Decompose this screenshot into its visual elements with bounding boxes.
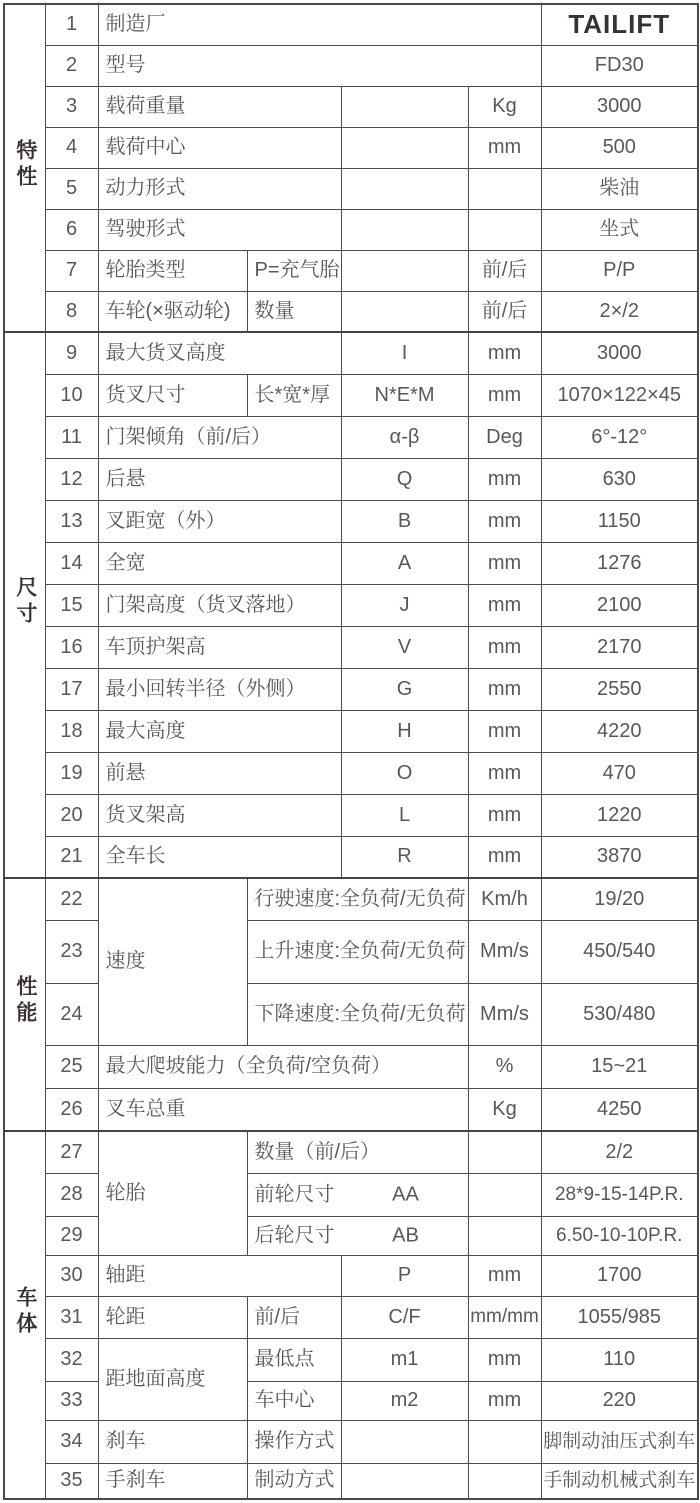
spec-row <box>4 710 698 752</box>
param-sub-label: 长*宽*厚 <box>247 374 341 416</box>
empty-cell <box>468 1216 541 1255</box>
param-sub-label: 车中心 <box>247 1381 341 1420</box>
row-number: 7 <box>45 250 98 291</box>
row-number: 33 <box>45 1381 98 1420</box>
spec-row <box>4 1131 698 1173</box>
param-label: 型号 <box>98 45 541 86</box>
param-label: 轮距 <box>98 1296 247 1338</box>
param-label: 刹车 <box>98 1420 247 1463</box>
category-label: 特性 <box>13 138 37 191</box>
param-label: 门架高度（货叉落地） <box>98 584 341 626</box>
empty-cell <box>341 1420 468 1463</box>
spec-row <box>4 4 698 45</box>
row-number: 3 <box>45 86 98 127</box>
spec-row <box>4 1420 698 1463</box>
param-symbol: Q <box>341 458 468 500</box>
spec-row <box>4 1088 698 1131</box>
param-sub-label: P=充气胎 <box>247 250 341 291</box>
row-number: 14 <box>45 542 98 584</box>
param-label: 最小回转半径（外侧） <box>98 668 341 710</box>
value: 1276 <box>541 542 698 584</box>
unit: Mm/s <box>468 983 541 1045</box>
param-sub-label: 下降速度:全负荷/无负荷 <box>247 983 468 1045</box>
empty-cell <box>341 1463 468 1499</box>
param-label: 轮胎类型 <box>98 250 247 291</box>
param-symbol: H <box>341 710 468 752</box>
empty-cell <box>468 1131 541 1173</box>
param-label: 叉车总重 <box>98 1088 468 1131</box>
value: 1055/985 <box>541 1296 698 1338</box>
row-number: 29 <box>45 1216 98 1255</box>
unit: mm <box>468 500 541 542</box>
value: 470 <box>541 752 698 794</box>
value: 2×/2 <box>541 291 698 332</box>
value: 15~21 <box>541 1045 698 1088</box>
param-label: 货叉架高 <box>98 794 341 836</box>
row-number: 35 <box>45 1463 98 1499</box>
param-label: 轴距 <box>98 1255 341 1296</box>
row-number: 12 <box>45 458 98 500</box>
row-number: 31 <box>45 1296 98 1338</box>
param-label: 全宽 <box>98 542 341 584</box>
spec-row <box>4 1255 698 1296</box>
unit: Km/h <box>468 878 541 920</box>
spec-row <box>4 626 698 668</box>
row-number: 10 <box>45 374 98 416</box>
category-dimensions <box>4 332 45 878</box>
value: 500 <box>541 127 698 168</box>
param-symbol: I <box>341 332 468 374</box>
unit: mm <box>468 584 541 626</box>
param-symbol: P <box>341 1255 468 1296</box>
value: 530/480 <box>541 983 698 1045</box>
value: 脚制动油压式刹车 <box>541 1420 698 1463</box>
param-symbol: R <box>341 836 468 878</box>
empty-cell <box>468 209 541 250</box>
value: 3000 <box>541 332 698 374</box>
unit: % <box>468 1045 541 1088</box>
row-number: 30 <box>45 1255 98 1296</box>
empty-cell <box>341 127 468 168</box>
spec-row <box>4 542 698 584</box>
param-sub-label: 后轮尺寸 <box>254 1224 335 1246</box>
param-label: 车顶护架高 <box>98 626 341 668</box>
row-number: 6 <box>45 209 98 250</box>
unit: mm <box>468 752 541 794</box>
empty-cell <box>341 291 468 332</box>
spec-row <box>4 416 698 458</box>
row-number: 34 <box>45 1420 98 1463</box>
unit: mm <box>468 374 541 416</box>
value: 28*9-15-14P.R. <box>541 1173 698 1216</box>
param-symbol: O <box>341 752 468 794</box>
param-symbol: m1 <box>341 1338 468 1381</box>
value: 6.50-10-10P.R. <box>541 1216 698 1255</box>
value: 220 <box>541 1381 698 1420</box>
spec-sheet <box>0 3 700 1503</box>
spec-row <box>4 209 698 250</box>
category-label: 车体 <box>13 1285 37 1338</box>
param-symbol: AA <box>392 1183 419 1205</box>
param-label: 制造厂 <box>98 4 541 45</box>
param-symbol: N*E*M <box>341 374 468 416</box>
spec-row <box>4 836 698 878</box>
spec-row <box>4 458 698 500</box>
unit: Kg <box>468 86 541 127</box>
param-label: 载荷中心 <box>98 127 341 168</box>
sub-label-symbol-cell <box>247 1173 468 1216</box>
row-number: 22 <box>45 878 98 920</box>
param-sub-label: 前轮尺寸 <box>254 1183 335 1205</box>
spec-row <box>4 584 698 626</box>
spec-row <box>4 168 698 209</box>
unit: 前/后 <box>468 291 541 332</box>
param-sub-label: 数量（前/后） <box>247 1131 468 1173</box>
value: 19/20 <box>541 878 698 920</box>
value: 110 <box>541 1338 698 1381</box>
param-label: 后悬 <box>98 458 341 500</box>
empty-cell <box>341 168 468 209</box>
row-number: 23 <box>45 920 98 983</box>
row-number: 9 <box>45 332 98 374</box>
value: 3870 <box>541 836 698 878</box>
param-symbol: L <box>341 794 468 836</box>
value: 4220 <box>541 710 698 752</box>
row-number: 25 <box>45 1045 98 1088</box>
empty-cell <box>468 1463 541 1499</box>
value: 1700 <box>541 1255 698 1296</box>
empty-cell <box>341 209 468 250</box>
value: 3000 <box>541 86 698 127</box>
param-label: 最大货叉高度 <box>98 332 341 374</box>
param-label: 动力形式 <box>98 168 341 209</box>
category-performance <box>4 878 45 1131</box>
empty-cell <box>468 168 541 209</box>
row-number: 32 <box>45 1338 98 1381</box>
value: 坐式 <box>541 209 698 250</box>
param-label: 载荷重量 <box>98 86 341 127</box>
param-label: 车轮(×驱动轮) <box>98 291 247 332</box>
value: 450/540 <box>541 920 698 983</box>
unit: mm/mm <box>468 1296 541 1338</box>
param-symbol: G <box>341 668 468 710</box>
row-number: 27 <box>45 1131 98 1173</box>
value: 6°-12° <box>541 416 698 458</box>
param-label: 最大爬坡能力（全负荷/空负荷） <box>98 1045 468 1088</box>
param-label: 轮胎 <box>98 1131 247 1255</box>
row-number: 18 <box>45 710 98 752</box>
unit: mm <box>468 332 541 374</box>
spec-row <box>4 86 698 127</box>
spec-row <box>4 291 698 332</box>
row-number: 5 <box>45 168 98 209</box>
spec-row <box>4 127 698 168</box>
value: 4250 <box>541 1088 698 1131</box>
param-label: 货叉尺寸 <box>98 374 247 416</box>
param-symbol: C/F <box>341 1296 468 1338</box>
value: 2/2 <box>541 1131 698 1173</box>
category-label: 尺寸 <box>13 575 37 628</box>
param-symbol: AB <box>392 1224 419 1246</box>
row-number: 1 <box>45 4 98 45</box>
unit: mm <box>468 458 541 500</box>
empty-cell <box>341 86 468 127</box>
unit: mm <box>468 626 541 668</box>
spec-row <box>4 752 698 794</box>
value: 1070×122×45 <box>541 374 698 416</box>
param-label: 门架倾角（前/后） <box>98 416 341 458</box>
brand-value: TAILIFT <box>541 4 698 45</box>
value: 1220 <box>541 794 698 836</box>
value: FD30 <box>541 45 698 86</box>
param-symbol: A <box>341 542 468 584</box>
param-sub-label: 上升速度:全负荷/无负荷 <box>247 920 468 983</box>
spec-row <box>4 1338 698 1381</box>
row-number: 17 <box>45 668 98 710</box>
unit: mm <box>468 542 541 584</box>
unit: Deg <box>468 416 541 458</box>
param-sub-label: 前/后 <box>247 1296 341 1338</box>
param-label: 驾驶形式 <box>98 209 341 250</box>
spec-row <box>4 794 698 836</box>
spec-row <box>4 500 698 542</box>
param-label: 最大高度 <box>98 710 341 752</box>
row-number: 21 <box>45 836 98 878</box>
empty-cell <box>341 250 468 291</box>
param-symbol: m2 <box>341 1381 468 1420</box>
param-symbol: α-β <box>341 416 468 458</box>
spec-row <box>4 1045 698 1088</box>
row-number: 28 <box>45 1173 98 1216</box>
param-sub-label: 行驶速度:全负荷/无负荷 <box>247 878 468 920</box>
unit: mm <box>468 1381 541 1420</box>
unit: 前/后 <box>468 250 541 291</box>
value: 手制动机械式刹车 <box>541 1463 698 1499</box>
param-label: 距地面高度 <box>98 1338 247 1420</box>
row-number: 16 <box>45 626 98 668</box>
category-body <box>4 1131 45 1499</box>
param-label: 前悬 <box>98 752 341 794</box>
param-label: 叉距宽（外） <box>98 500 341 542</box>
unit: mm <box>468 127 541 168</box>
param-sub-label: 数量 <box>247 291 341 332</box>
param-symbol: B <box>341 500 468 542</box>
param-sub-label: 操作方式 <box>247 1420 341 1463</box>
empty-cell <box>468 1420 541 1463</box>
value: 2550 <box>541 668 698 710</box>
value: P/P <box>541 250 698 291</box>
param-sub-label: 最低点 <box>247 1338 341 1381</box>
spec-row <box>4 250 698 291</box>
row-number: 4 <box>45 127 98 168</box>
unit: Kg <box>468 1088 541 1131</box>
param-label: 速度 <box>98 878 247 1045</box>
row-number: 2 <box>45 45 98 86</box>
param-label: 手刹车 <box>98 1463 247 1499</box>
unit: Mm/s <box>468 920 541 983</box>
spec-row <box>4 332 698 374</box>
row-number: 13 <box>45 500 98 542</box>
spec-row <box>4 668 698 710</box>
sub-label-symbol-cell <box>247 1216 468 1255</box>
value: 2170 <box>541 626 698 668</box>
param-label: 全车长 <box>98 836 341 878</box>
spec-row <box>4 878 698 920</box>
row-number: 26 <box>45 1088 98 1131</box>
spec-row <box>4 1463 698 1499</box>
value: 2100 <box>541 584 698 626</box>
unit: mm <box>468 668 541 710</box>
row-number: 20 <box>45 794 98 836</box>
spec-row <box>4 45 698 86</box>
spec-row <box>4 374 698 416</box>
category-characteristics <box>4 4 45 332</box>
unit: mm <box>468 1338 541 1381</box>
spec-row <box>4 1296 698 1338</box>
param-symbol: V <box>341 626 468 668</box>
unit: mm <box>468 1255 541 1296</box>
param-sub-label: 制动方式 <box>247 1463 341 1499</box>
row-number: 15 <box>45 584 98 626</box>
value: 630 <box>541 458 698 500</box>
unit: mm <box>468 794 541 836</box>
unit: mm <box>468 836 541 878</box>
value: 柴油 <box>541 168 698 209</box>
value: 1150 <box>541 500 698 542</box>
unit: mm <box>468 710 541 752</box>
row-number: 24 <box>45 983 98 1045</box>
row-number: 8 <box>45 291 98 332</box>
param-symbol: J <box>341 584 468 626</box>
row-number: 11 <box>45 416 98 458</box>
empty-cell <box>468 1173 541 1216</box>
forklift-spec-table <box>3 3 699 1500</box>
category-label: 性能 <box>13 975 37 1028</box>
row-number: 19 <box>45 752 98 794</box>
